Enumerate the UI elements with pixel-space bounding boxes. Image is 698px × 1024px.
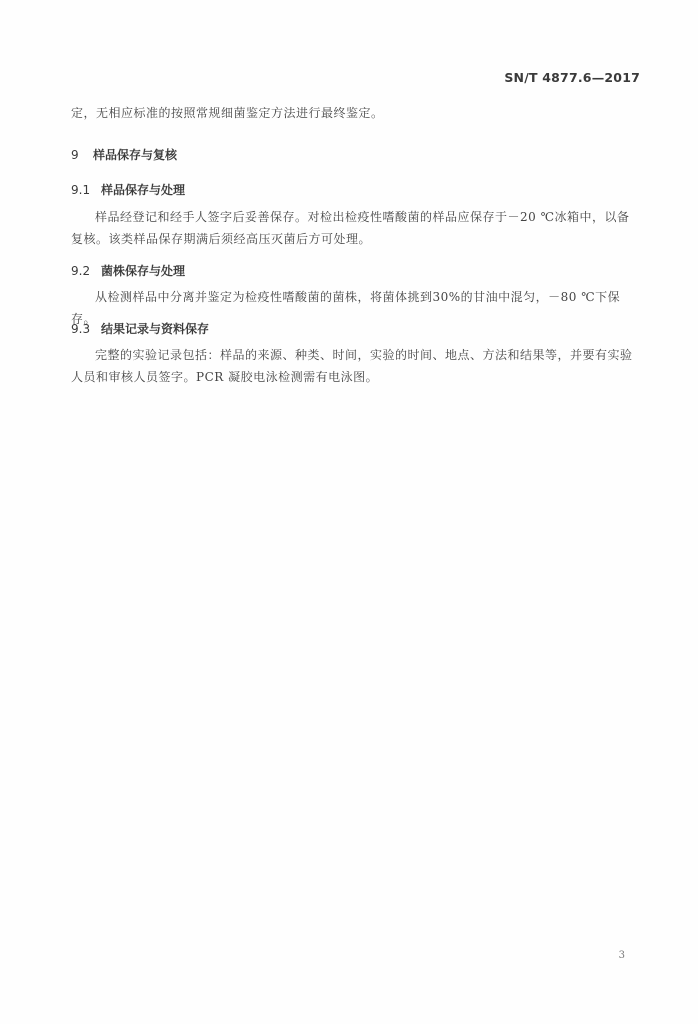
section-9-heading — [71, 146, 177, 163]
section-title: 样品保存与处理 — [101, 183, 186, 197]
section-9-3-heading — [71, 320, 209, 337]
section-number: 9 — [71, 148, 79, 162]
standard-number-header: SN/T 4877.6—2017 — [504, 70, 640, 85]
section-9-1-heading — [71, 181, 185, 198]
section-9-1-body: 样品经登记和经手人签字后妥善保存。对检出检疫性嗜酸菌的样品应保存于－20 ℃冰箱中，以备复核。该类样品保存期满后须经高压灭菌后方可处理。 — [71, 210, 630, 246]
page-number: 3 — [618, 950, 625, 961]
section-number: 9.2 — [71, 264, 91, 278]
section-title: 菌株保存与处理 — [101, 264, 186, 278]
section-9-3-body: 完整的实验记录包括：样品的来源、种类、时间，实验的时间、地点、方法和结果等，并要有实验人员和审核人员签字。PCR 凝胶电泳检测需有电泳图。 — [71, 348, 633, 384]
section-number: 9.1 — [71, 183, 91, 197]
section-9-2-body: 从检测样品中分离并鉴定为检疫性嗜酸菌的菌株，将菌体挑到30%的甘油中混匀，－80 ℃下保存。 — [71, 290, 621, 326]
section-number: 9.3 — [71, 322, 91, 336]
section-title: 样品保存与复核 — [93, 148, 178, 162]
section-title: 结果记录与资料保存 — [101, 322, 210, 336]
continuation-paragraph: 定，无相应标准的按照常规细菌鉴定方法进行最终鉴定。 — [71, 106, 384, 120]
section-9-2-heading — [71, 262, 185, 279]
